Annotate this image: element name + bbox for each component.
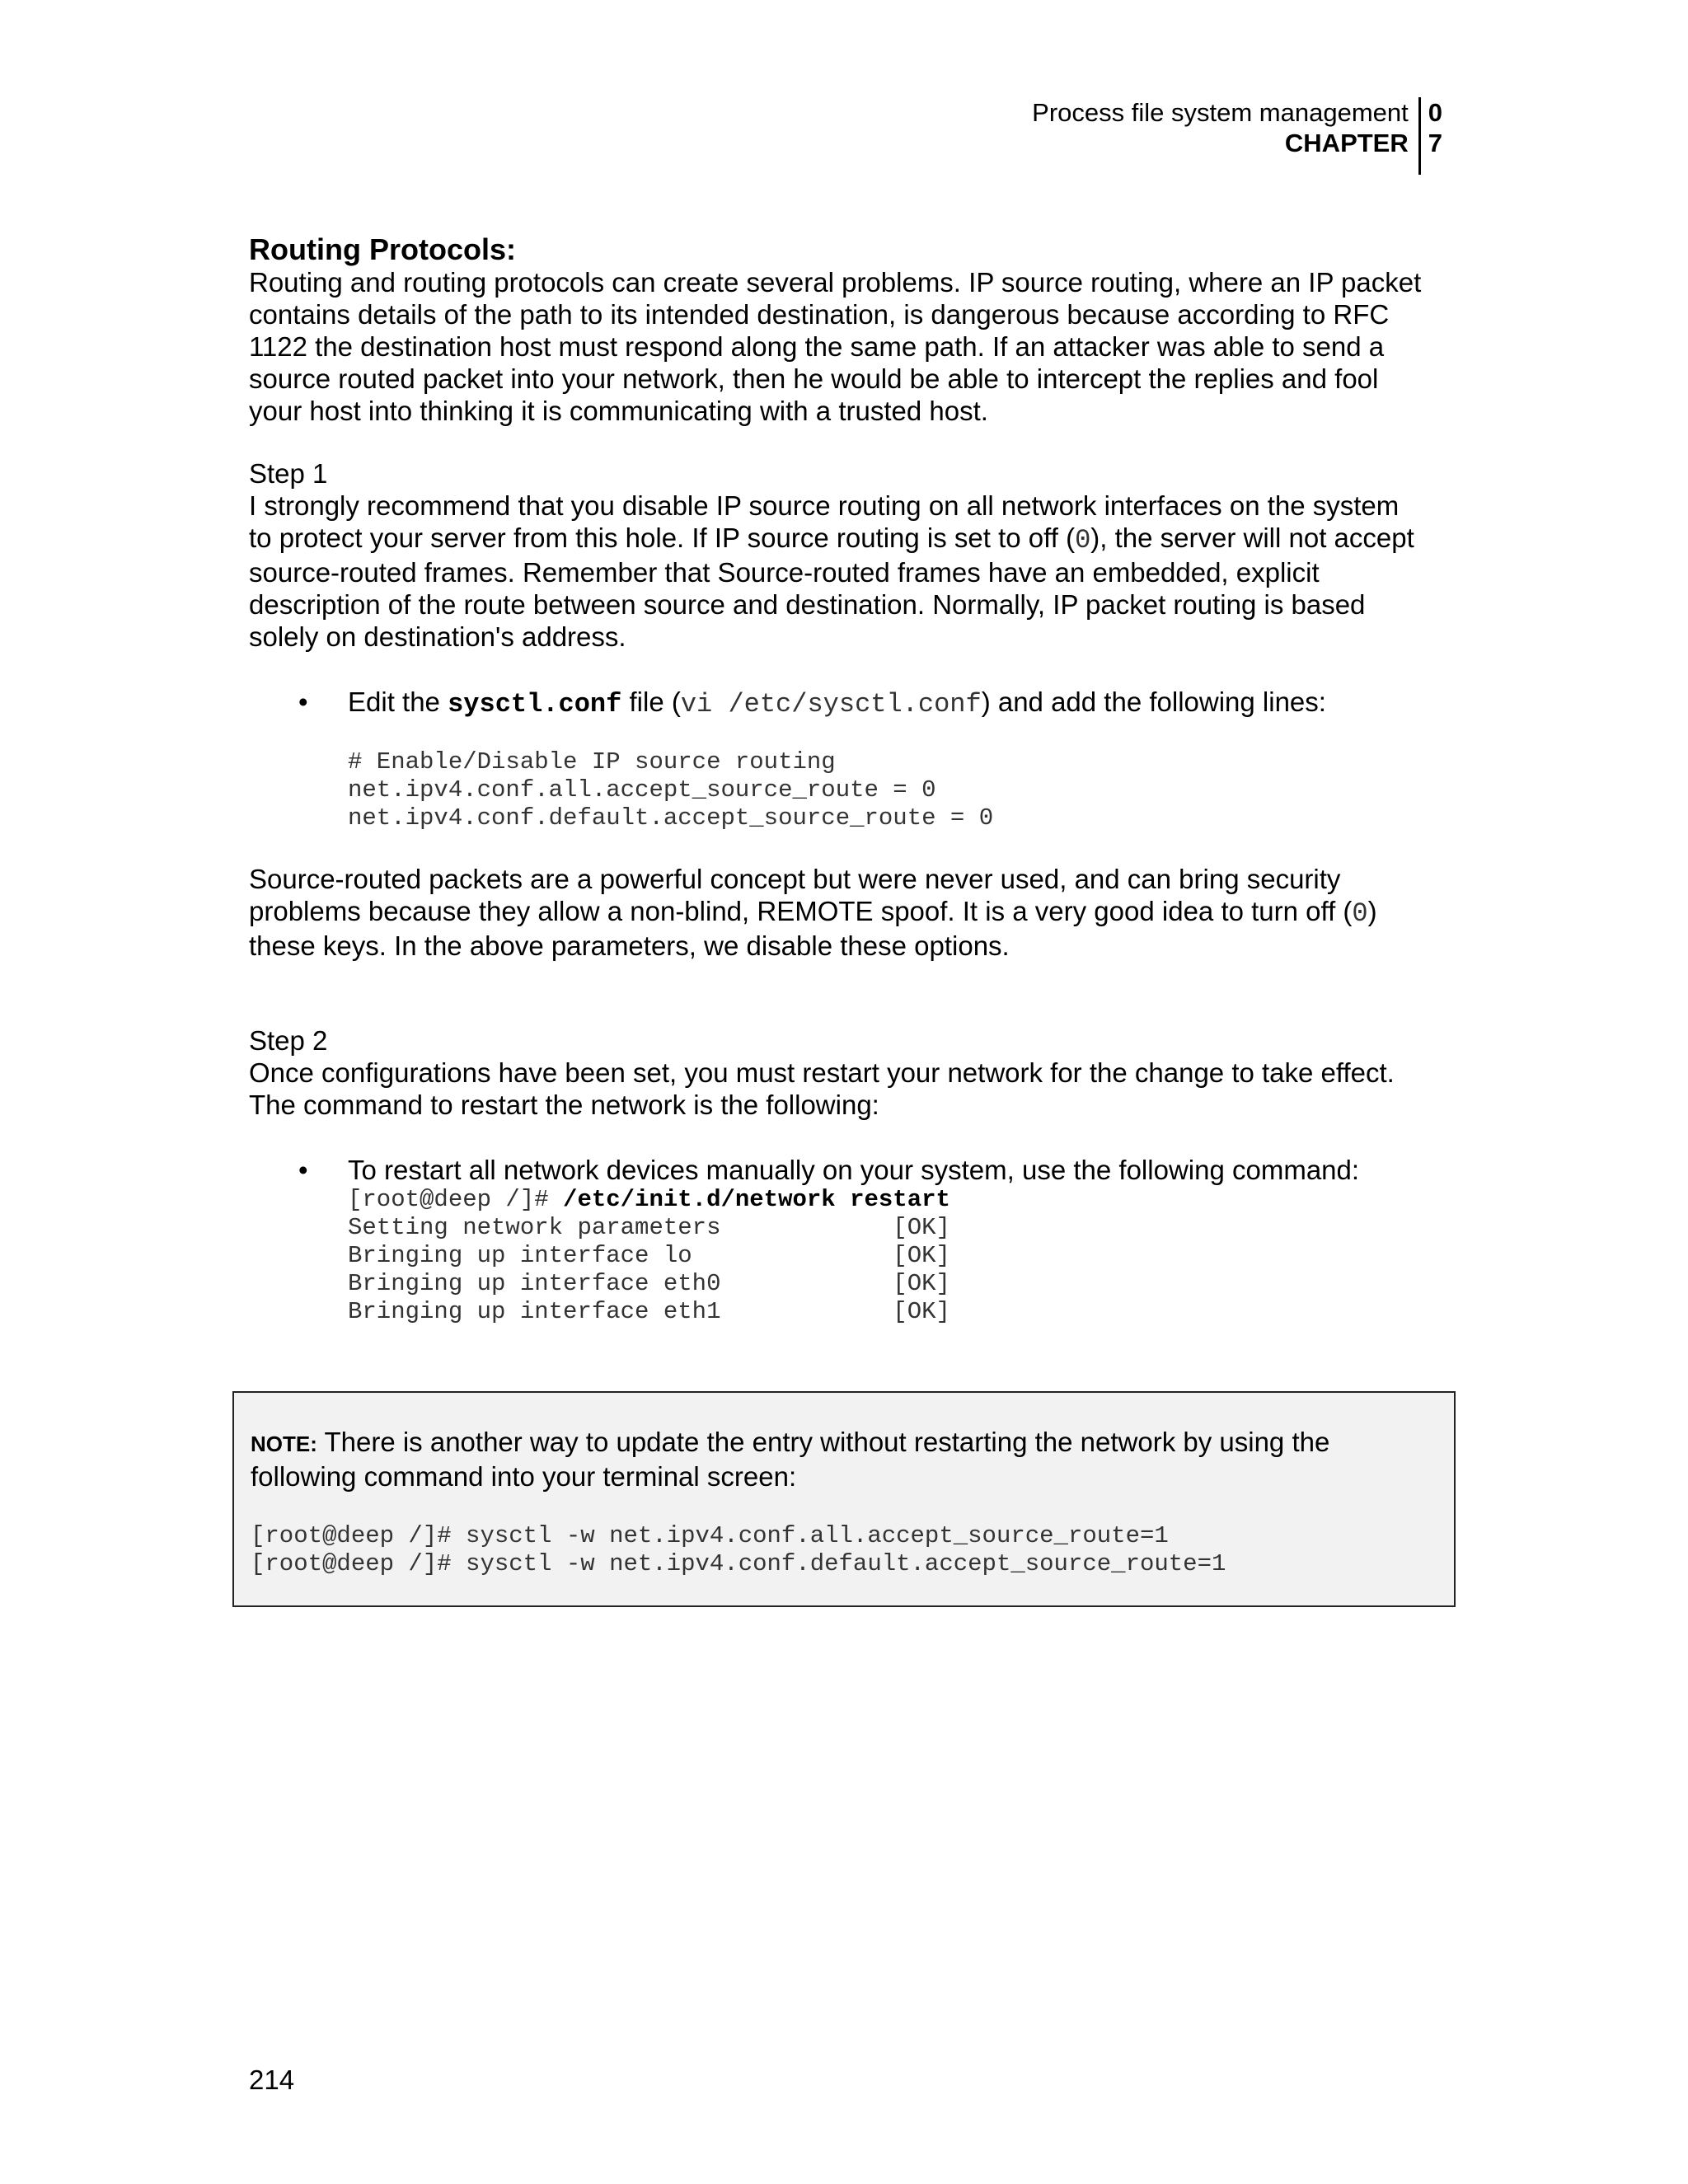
- command-line: [root@deep /]# /etc/init.d/network restart: [348, 1186, 950, 1213]
- chapter-title: Process file system management: [1032, 98, 1409, 127]
- step-1-line: description of the route between source and destination. Normally, IP packet routing is based: [249, 589, 1366, 620]
- restart-command: /etc/init.d/network restart: [563, 1186, 950, 1213]
- chapter-number: [1421, 97, 1442, 175]
- note-line: NOTE: There is another way to update the entry without restarting the network by using the: [251, 1427, 1330, 1457]
- bullet-restart-network: • To restart all network devices manually on your system, use the following command:: [298, 1155, 1360, 1185]
- sysctl-code-block: [249, 748, 1452, 832]
- page-number: 214: [249, 2064, 295, 2095]
- page-content: [249, 233, 1452, 1326]
- step-1-line: I strongly recommend that you disable IP source routing on all network interfaces on the system: [249, 490, 1400, 521]
- intro-line: source routed packet into your network, then he would be able to intercept the replies and fool: [249, 363, 1379, 394]
- running-header: [907, 97, 1442, 175]
- intro-line: your host into thinking it is communicating with a trusted host.: [249, 396, 988, 426]
- section-heading: Routing Protocols:: [249, 232, 516, 266]
- code-line: [root@deep /]# sysctl -w net.ipv4.conf.all.accept_source_route=1: [251, 1522, 1169, 1549]
- inline-code: 0: [1075, 525, 1091, 555]
- intro-line: Routing and routing protocols can create several problems. IP source routing, where an IP packet: [249, 267, 1422, 298]
- code-line: [root@deep /]# sysctl -w net.ipv4.conf.default.accept_source_route=1: [251, 1550, 1226, 1577]
- paragraph-line: these keys. In the above parameters, we disable these options.: [249, 930, 1010, 961]
- step-1-line: solely on destination's address.: [249, 621, 626, 652]
- output-line: Bringing up interface lo [OK]: [348, 1242, 950, 1269]
- output-line: Bringing up interface eth0 [OK]: [348, 1270, 950, 1297]
- step-2-line: Once configurations have been set, you must restart your network for the change to take effect.: [249, 1057, 1395, 1088]
- note-code-block: [251, 1522, 1439, 1578]
- bullet-icon: •: [298, 1155, 308, 1185]
- code-line: net.ipv4.conf.all.accept_source_route = 0: [348, 776, 936, 804]
- inline-filename: sysctl.conf: [448, 689, 622, 719]
- step-1-label: Step 1: [249, 458, 328, 489]
- step-1-line: to protect your server from this hole. If IP source routing is set to off (0), the server will not accept: [249, 523, 1414, 555]
- note-label: NOTE:: [251, 1432, 317, 1456]
- source-routed-paragraph: [249, 863, 1452, 962]
- intro-line: contains details of the path to its intended destination, is dangerous because according to RFC: [249, 299, 1390, 330]
- paragraph-line: problems because they allow a non-blind, REMOTE spoof. It is a very good idea to turn off (0): [249, 896, 1377, 929]
- inline-command: vi /etc/sysctl.conf: [680, 689, 982, 719]
- output-line: Setting network parameters [OK]: [348, 1214, 950, 1241]
- output-line: Bringing up interface eth1 [OK]: [348, 1298, 950, 1325]
- code-line: # Enable/Disable IP source routing: [348, 748, 836, 776]
- note-line: following command into your terminal screen:: [251, 1461, 797, 1492]
- chapter-digit-1: 0: [1428, 98, 1442, 127]
- step-2-line: The command to restart the network is the following:: [249, 1090, 879, 1120]
- intro-paragraph: [249, 266, 1452, 427]
- restart-code-block: [249, 1186, 1452, 1326]
- note-box: [232, 1391, 1456, 1607]
- step-1-line: source-routed frames. Remember that Source-routed frames have an embedded, explicit: [249, 557, 1320, 588]
- step-2-paragraph: [249, 1057, 1452, 1121]
- step-1-paragraph: [249, 490, 1452, 653]
- code-line: net.ipv4.conf.default.accept_source_route = 0: [348, 804, 994, 832]
- running-header-titles: [1032, 97, 1418, 175]
- step-2-label: Step 2: [249, 1025, 328, 1056]
- inline-code: 0: [1352, 898, 1368, 929]
- chapter-label: CHAPTER: [1284, 129, 1409, 157]
- chapter-digit-2: 7: [1428, 129, 1442, 157]
- paragraph-line: Source-routed packets are a powerful concept but were never used, and can bring security: [249, 864, 1341, 894]
- intro-line: 1122 the destination host must respond along the same path. If an attacker was able to send a: [249, 331, 1385, 362]
- bullet-edit-sysctl: • Edit the sysctl.conf file (vi /etc/sysctl.conf) and add the following lines:: [298, 687, 1326, 719]
- bullet-icon: •: [298, 687, 308, 717]
